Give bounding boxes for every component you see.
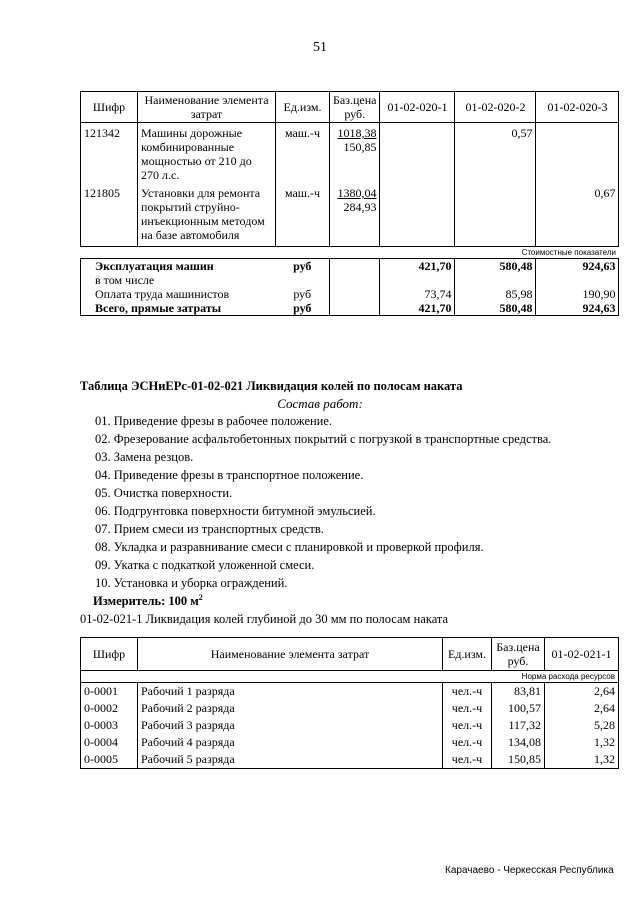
page-number: 51	[313, 40, 327, 55]
summary-v1: 73,74	[380, 287, 455, 301]
labor-cost-table	[80, 637, 619, 769]
row-price: 134,08	[492, 734, 545, 751]
row-v1: 2,64	[545, 683, 619, 701]
work-item: 01. Приведение фрезы в рабочее положение.	[95, 414, 333, 428]
work-item: 05. Очистка поверхности.	[95, 486, 233, 500]
row-price: 100,57	[492, 700, 545, 717]
empty-cell	[330, 259, 380, 274]
row-name: Машины дорожные комбинированные мощностью от 210 до 270 л.с.	[138, 123, 276, 187]
row-unit: чел.-ч	[443, 683, 492, 701]
table-header-row	[81, 638, 619, 671]
norm-label: Норма расхода ресурсов	[81, 671, 619, 683]
summary-row	[81, 301, 619, 316]
row-code: 0-0004	[81, 734, 138, 751]
header-name: Наименование элемента затрат	[138, 92, 276, 123]
row-v1: 1,32	[545, 751, 619, 769]
work-item: 06. Подгрунтовка поверхности битумной эмульсией.	[95, 504, 376, 518]
row-price	[330, 123, 380, 187]
row-unit: чел.-ч	[443, 751, 492, 769]
work-item: 02. Фрезерование асфальтобетонных покрытий с погрузкой в транспортные средства.	[95, 432, 552, 446]
header-price: Баз.цена руб.	[330, 92, 380, 123]
empty-cell	[330, 273, 380, 287]
works-title: Состав работ:	[277, 396, 363, 411]
row-code: 0-0005	[81, 751, 138, 769]
summary-name: Оплата труда машинистов	[81, 287, 276, 301]
row-v3	[536, 123, 619, 187]
work-item: 08. Укладка и разравнивание смеси с планировкой и проверкой профиля.	[95, 540, 484, 554]
row-v1	[380, 123, 455, 187]
header-col2: 01-02-020-2	[455, 92, 536, 123]
summary-unit: руб	[276, 259, 330, 274]
table-row	[81, 683, 619, 701]
table-row	[81, 751, 619, 769]
empty-cell	[455, 273, 536, 287]
row-code: 121805	[81, 186, 138, 247]
row-v3: 0,67	[536, 186, 619, 247]
summary-v2: 580,48	[455, 301, 536, 316]
row-v1: 5,28	[545, 717, 619, 734]
row-code: 0-0003	[81, 717, 138, 734]
header-price: Баз.цена руб.	[492, 638, 545, 671]
work-item: 09. Укатка с подкаткой уложенной смеси.	[95, 558, 315, 572]
row-code: 0-0001	[81, 683, 138, 701]
row-unit: чел.-ч	[443, 717, 492, 734]
row-unit: чел.-ч	[443, 700, 492, 717]
summary-name: Всего, прямые затраты	[81, 301, 276, 316]
row-v1: 1,32	[545, 734, 619, 751]
row-price: 150,85	[492, 751, 545, 769]
summary-unit: руб	[276, 287, 330, 301]
table-row	[81, 734, 619, 751]
summary-v3: 190,90	[536, 287, 619, 301]
row-name: Рабочий 5 разряда	[138, 751, 443, 769]
row-price: 117,32	[492, 717, 545, 734]
row-v2	[455, 186, 536, 247]
table-row	[81, 717, 619, 734]
header-unit: Ед.изм.	[443, 638, 492, 671]
summary-v3: 924,63	[536, 301, 619, 316]
row-v1: 2,64	[545, 700, 619, 717]
price-value: 1380,04	[337, 186, 377, 200]
header-code: Шифр	[81, 638, 138, 671]
summary-v2: 580,48	[455, 259, 536, 274]
machines-cost-table	[80, 91, 619, 316]
row-price	[330, 186, 380, 247]
summary-unit: руб	[276, 301, 330, 316]
summary-v1: 421,70	[380, 301, 455, 316]
row-name: Рабочий 1 разряда	[138, 683, 443, 701]
work-item: 04. Приведение фрезы в транспортное положение.	[95, 468, 364, 482]
table-header-row	[81, 92, 619, 123]
norm-label-row	[81, 671, 619, 683]
salary-value: 284,93	[343, 200, 377, 214]
table-title: Таблица ЭСНиЕРс-01-02-021 Ликвидация колей по полосам наката	[80, 379, 463, 393]
meter-sup: 2	[198, 593, 203, 602]
row-name: Рабочий 2 разряда	[138, 700, 443, 717]
row-unit: маш.-ч	[276, 186, 330, 247]
header-unit: Ед.изм.	[276, 92, 330, 123]
row-unit: маш.-ч	[276, 123, 330, 187]
empty-cell	[276, 273, 330, 287]
header-col3: 01-02-020-3	[536, 92, 619, 123]
meter-label	[93, 593, 203, 609]
empty-cell	[536, 273, 619, 287]
summary-name: Эксплуатация машин	[81, 259, 276, 274]
table-row	[81, 186, 619, 247]
summary-v3: 924,63	[536, 259, 619, 274]
footer-region: Карачаево - Черкесская Республика	[445, 865, 614, 876]
row-name: Рабочий 3 разряда	[138, 717, 443, 734]
summary-row	[81, 273, 619, 287]
row-code: 121342	[81, 123, 138, 187]
summary-name: в том числе	[81, 273, 276, 287]
empty-cell	[380, 273, 455, 287]
salary-value: 150,85	[343, 140, 377, 154]
row-code: 0-0002	[81, 700, 138, 717]
work-item: 07. Прием смеси из транспортных средств.	[95, 522, 324, 536]
empty-cell	[330, 301, 380, 316]
header-name: Наименование элемента затрат	[138, 638, 443, 671]
row-unit: чел.-ч	[443, 734, 492, 751]
table-row	[81, 700, 619, 717]
empty-cell	[330, 287, 380, 301]
row-price: 83,81	[492, 683, 545, 701]
header-code: Шифр	[81, 92, 138, 123]
price-value: 1018,38	[337, 126, 377, 140]
table-row	[81, 123, 619, 187]
work-item: 03. Замена резцов.	[95, 450, 194, 464]
cost-label-row	[81, 247, 619, 259]
cost-label: Стоимостные показатели	[81, 247, 619, 259]
summary-row	[81, 259, 619, 274]
summary-v1: 421,70	[380, 259, 455, 274]
row-name: Установки для ремонта покрытий струйно-инъекционным методом на базе автомобиля	[138, 186, 276, 247]
norm-title: 01-02-021-1 Ликвидация колей глубиной до 30 мм по полосам наката	[80, 612, 449, 626]
header-col1: 01-02-020-1	[380, 92, 455, 123]
work-item: 10. Установка и уборка ограждений.	[95, 576, 288, 590]
meter-text: Измеритель: 100 м	[93, 594, 199, 609]
row-v1	[380, 186, 455, 247]
summary-row	[81, 287, 619, 301]
header-col1: 01-02-021-1	[545, 638, 619, 671]
row-name: Рабочий 4 разряда	[138, 734, 443, 751]
row-v2: 0,57	[455, 123, 536, 187]
summary-v2: 85,98	[455, 287, 536, 301]
